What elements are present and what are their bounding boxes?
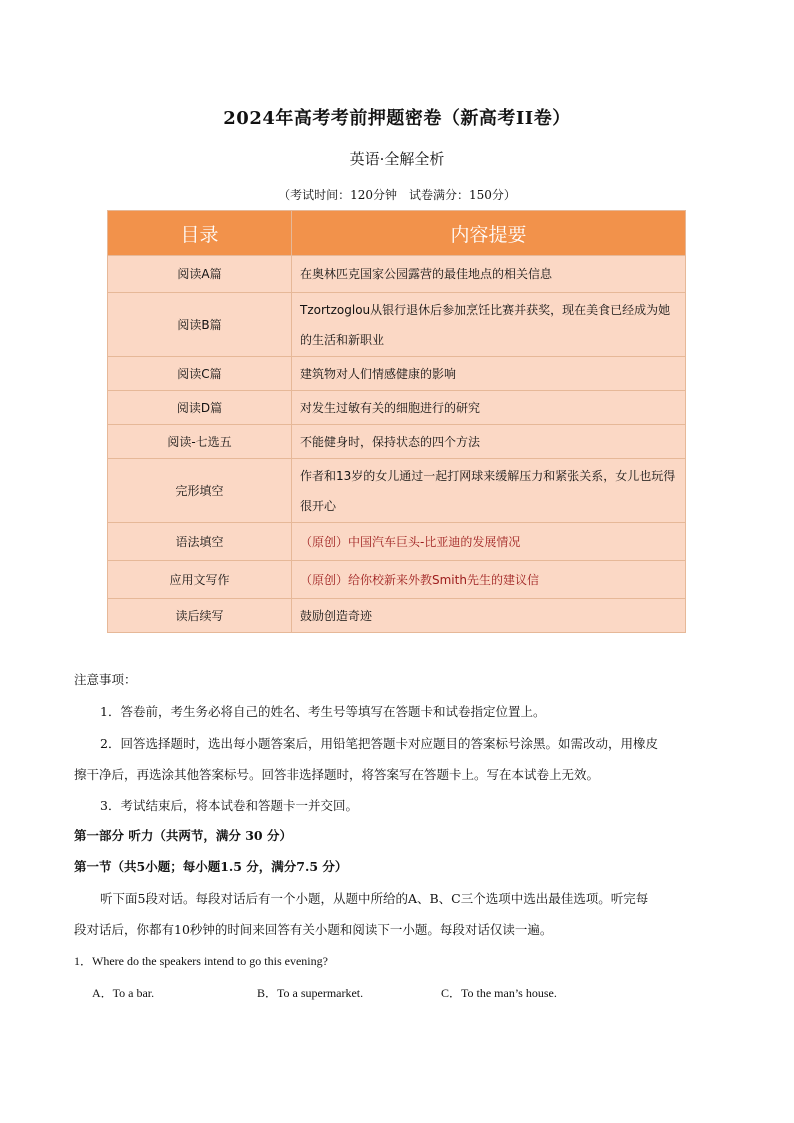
- table-header-row: [108, 211, 686, 256]
- contents-table: [107, 210, 686, 633]
- section-cell: 语法填空: [108, 523, 292, 561]
- notice-item-2-cont: 擦干净后，再选涂其他答案标号。回答非选择题时，将答案写在答题卡上。写在本试卷上无效。: [74, 767, 600, 782]
- section-cell: 阅读C篇: [108, 357, 292, 391]
- table-row: [108, 561, 686, 599]
- section1-heading: 第一节（共5小题；每小题1.5 分，满分7.5 分）: [74, 859, 348, 874]
- header-contents: 目录: [108, 211, 292, 256]
- table-row: [108, 523, 686, 561]
- listening-instructions-cont: 段对话后，你都有10秒钟的时间来回答有关小题和阅读下一小题。每段对话仅读一遍。: [74, 922, 553, 937]
- summary-cell: （原创）中国汽车巨头-比亚迪的发展情况: [292, 523, 686, 561]
- table-row: [108, 459, 686, 523]
- option-b: B．To a supermarket.: [257, 986, 364, 1000]
- notice-item-2: 2．回答选择题时，选出每小题答案后，用铅笔把答题卡对应题目的答案标号涂黑。如需改动，用橡皮: [100, 736, 658, 751]
- listening-instructions: 听下面5段对话。每段对话后有一个小题，从题中所给的A、B、C三个选项中选出最佳选项。听完每: [100, 891, 649, 906]
- summary-cell: 对发生过敏有关的细胞进行的研究: [292, 391, 686, 425]
- question-1: 1．Where do the speakers intend to go this evening?: [74, 954, 328, 968]
- section-cell: 应用文写作: [108, 561, 292, 599]
- section-cell: 完形填空: [108, 459, 292, 523]
- option-a: A．To a bar.: [92, 986, 155, 1000]
- notice-item-1: 1．答卷前，考生务必将自己的姓名、考生号等填写在答题卡和试卷指定位置上。: [100, 704, 546, 719]
- summary-cell: 在奥林匹克国家公园露营的最佳地点的相关信息: [292, 256, 686, 293]
- exam-meta: （考试时间：120分钟 试卷满分：150分）: [278, 188, 516, 202]
- section-cell: 阅读-七选五: [108, 425, 292, 459]
- summary-cell: Tzortzoglou从银行退休后参加烹饪比赛并获奖，现在美食已经成为她的生活和新职业: [292, 293, 686, 357]
- table-row: [108, 357, 686, 391]
- table-row: [108, 425, 686, 459]
- notice-item-3: 3．考试结束后，将本试卷和答题卡一并交回。: [100, 798, 358, 813]
- summary-cell: （原创）给你校新来外教Smith先生的建议信: [292, 561, 686, 599]
- notice-heading: 注意事项：: [74, 672, 137, 687]
- summary-cell: 作者和13岁的女儿通过一起打网球来缓解压力和紧张关系，女儿也玩得很开心: [292, 459, 686, 523]
- summary-cell: 建筑物对人们情感健康的影响: [292, 357, 686, 391]
- option-c: C．To the man’s house.: [441, 986, 557, 1000]
- page-subtitle: 英语·全解全析: [349, 150, 445, 168]
- table-row: [108, 293, 686, 357]
- section-cell: 阅读B篇: [108, 293, 292, 357]
- summary-cell: 鼓励创造奇迹: [292, 599, 686, 633]
- table-row: [108, 391, 686, 425]
- header-summary: 内容提要: [292, 211, 686, 256]
- summary-cell: 不能健身时，保持状态的四个方法: [292, 425, 686, 459]
- table-row: [108, 599, 686, 633]
- section-cell: 阅读D篇: [108, 391, 292, 425]
- section-cell: 阅读A篇: [108, 256, 292, 293]
- section-cell: 读后续写: [108, 599, 292, 633]
- page-title: 2024年高考考前押题密卷（新高考II卷）: [223, 108, 571, 129]
- table-row: [108, 256, 686, 293]
- part1-heading: 第一部分 听力（共两节，满分 30 分）: [74, 828, 292, 843]
